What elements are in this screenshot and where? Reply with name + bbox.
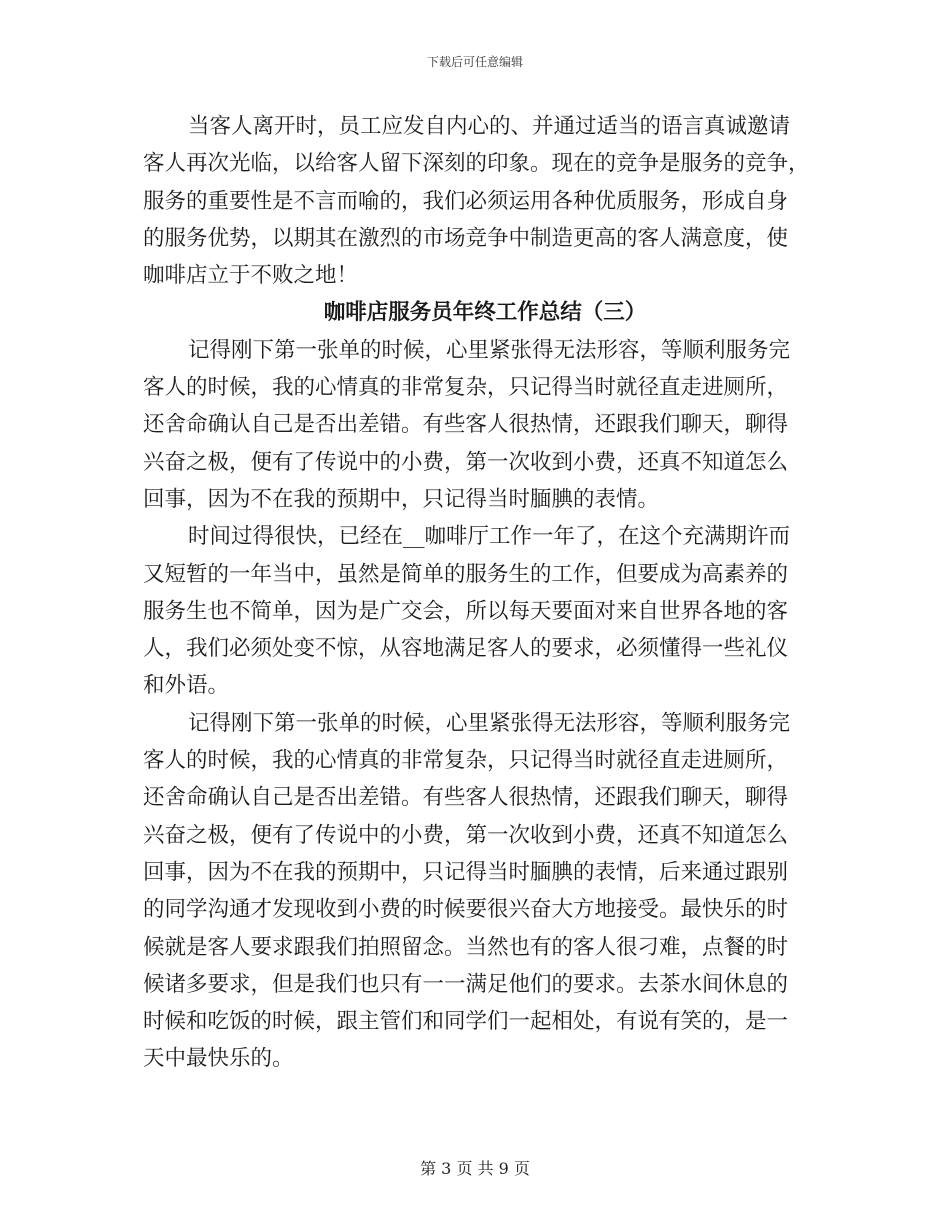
text-line: 记得刚下第一张单的时候，心里紧张得无法形容，等顺利服务完 [188,337,791,363]
text-line: 时候和吃饭的时候，跟主管们和同学们一起相处，有说有笑的，是一 [143,1009,789,1035]
text-line: 客人再次光临，以给客人留下深刻的印象。现在的竞争是服务的竞争， [143,151,810,177]
text-line: 天中最快乐的。 [143,1046,294,1072]
header-note: 下载后可任意编辑 [426,55,523,69]
text-line: 时间过得很快，已经在__咖啡厅工作一年了，在这个充满期许而 [188,524,791,550]
text-line: 还舍命确认自己是否出差错。有些客人很热情，还跟我们聊天，聊得 [143,785,789,811]
page-number: 第 3 页 共 9 页 [420,1159,530,1178]
paragraph-2 [143,518,807,704]
text-line: 候就是客人要求跟我们拍照留念。当然也有的客人很刁难，点餐的时 [143,934,789,960]
text-line: 兴奋之极，便有了传说中的小费，第一次收到小费，还真不知道怎么 [143,822,789,848]
paragraph-intro [143,108,810,294]
text-line: 服务生也不简单，因为是广交会，所以每天要面对来自世界各地的客 [143,598,789,624]
paragraph-3 [143,705,807,1078]
section-title: 咖啡店服务员年终工作总结（三） [323,300,647,326]
text-line: 客人的时候，我的心情真的非常复杂，只记得当时就径直走进厕所， [143,375,789,401]
paragraph-1 [143,332,807,518]
text-line: 的同学沟通才发现收到小费的时候要很兴奋大方地接受。最快乐的时 [143,897,789,923]
text-line: 还舍命确认自己是否出差错。有些客人很热情，还跟我们聊天，聊得 [143,412,789,438]
text-line: 咖啡店立于不败之地！ [143,263,359,289]
text-line: 客人的时候，我的心情真的非常复杂，只记得当时就径直走进厕所， [143,748,789,774]
text-line: 又短暂的一年当中，虽然是简单的服务生的工作，但要成为高素养的 [143,561,789,587]
document-body [143,108,810,1078]
text-line: 人，我们必须处变不惊，从容地满足客人的要求，必须懂得一些礼仪 [143,636,789,662]
text-line: 和外语。 [143,673,230,699]
text-line: 服务的重要性是不言而喻的，我们必须运用各种优质服务，形成自身 [143,188,789,214]
text-line: 记得刚下第一张单的时候，心里紧张得无法形容，等顺利服务完 [188,710,791,736]
text-line: 当客人离开时，员工应发自内心的、并通过适当的语言真诚邀请 [188,114,791,139]
text-line: 兴奋之极，便有了传说中的小费，第一次收到小费，还真不知道怎么 [143,449,789,475]
text-line: 回事，因为不在我的预期中，只记得当时腼腆的表情，后来通过跟别 [143,859,789,885]
text-line: 候诸多要求，但是我们也只有一一满足他们的要求。去茶水间休息的 [143,971,789,997]
text-line: 的服务优势，以期其在激烈的市场竞争中制造更高的客人满意度，使 [143,225,789,251]
text-line: 回事，因为不在我的预期中，只记得当时腼腆的表情。 [143,486,660,512]
